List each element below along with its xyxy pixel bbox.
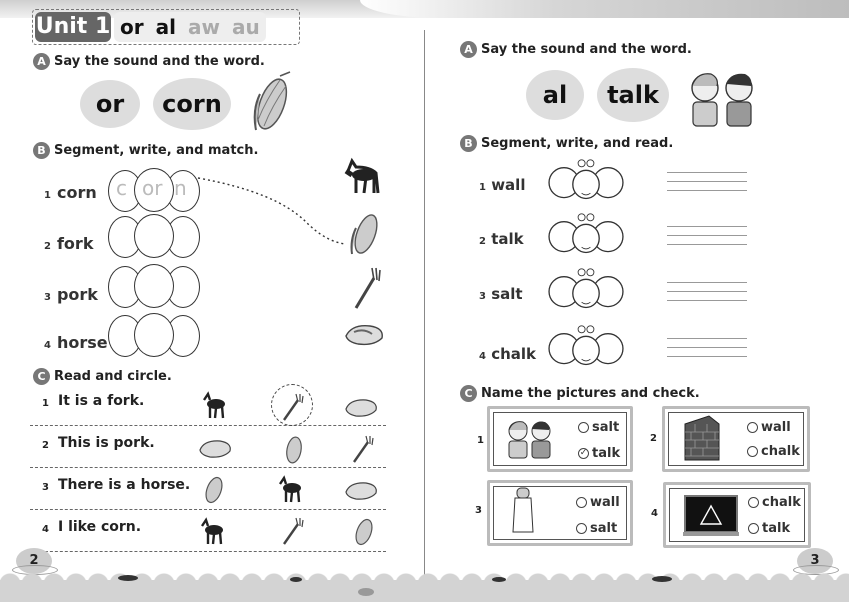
card-number: 1 [477, 435, 484, 446]
option-talk[interactable] [578, 446, 620, 461]
item-number: 4 [479, 351, 486, 362]
horse-icon[interactable] [342, 153, 384, 199]
page-number: 2 [16, 548, 52, 574]
word-item [479, 345, 536, 363]
item-word: horse [56, 333, 108, 352]
left-page [0, 0, 424, 602]
row-number: 2 [42, 440, 49, 451]
match-line [196, 172, 356, 252]
radio-button[interactable] [748, 497, 759, 508]
word-item [479, 176, 525, 194]
item-number: 1 [479, 182, 486, 193]
corn-icon [250, 70, 296, 134]
radio-button[interactable] [576, 497, 587, 508]
segment-box[interactable] [541, 158, 631, 202]
option-chalk[interactable] [748, 495, 801, 510]
page-number: 3 [797, 548, 833, 574]
pebble-decoration [358, 588, 374, 596]
section-badge: A [33, 53, 50, 70]
sound-cloud: al [526, 70, 584, 120]
salt-shaker-icon [509, 486, 537, 536]
option-label: talk [592, 446, 621, 461]
card-number: 4 [651, 508, 658, 519]
option-label: chalk [762, 495, 801, 510]
option-label: salt [592, 420, 620, 435]
item-word: wall [491, 176, 526, 194]
row-sentence: It is a fork. [58, 393, 145, 409]
segment-box[interactable] [108, 264, 200, 312]
pebble-decoration [290, 577, 302, 582]
option-salt[interactable] [578, 420, 619, 435]
option-talk[interactable] [748, 521, 790, 536]
unit-sound: aw [187, 15, 220, 39]
word-item [44, 333, 108, 352]
option-wall[interactable] [576, 495, 620, 510]
section-c-heading [460, 385, 700, 402]
section-instruction: Read and circle. [54, 369, 172, 384]
unit-sound: au [231, 15, 260, 39]
chalkboard-icon [681, 494, 741, 538]
writing-lines[interactable] [667, 172, 747, 199]
section-instruction: Segment, write, and read. [481, 136, 674, 151]
bottom-decoration [0, 580, 849, 602]
section-instruction: Say the sound and the word. [54, 54, 265, 69]
writing-lines[interactable] [667, 226, 747, 253]
row-sentence: There is a horse. [58, 477, 191, 493]
radio-button[interactable] [747, 446, 758, 457]
section-a-heading [33, 53, 265, 70]
unit-sound: al [155, 15, 176, 39]
pebble-decoration [652, 576, 672, 582]
item-word: salt [491, 285, 523, 303]
unit-title: Unit 1 [35, 12, 111, 42]
segment-box[interactable] [108, 168, 200, 216]
pork-icon[interactable] [344, 397, 380, 419]
unit-sounds [114, 12, 266, 42]
sound-cloud: or [80, 80, 140, 128]
segment-box[interactable] [108, 214, 200, 262]
fork-icon[interactable] [280, 516, 306, 546]
item-number: 4 [44, 340, 51, 351]
trace-letter: or [142, 176, 163, 200]
option-label: chalk [761, 444, 800, 459]
item-number: 3 [479, 291, 486, 302]
item-number: 2 [479, 236, 486, 247]
horse-icon[interactable] [200, 390, 230, 422]
horse-icon[interactable] [276, 474, 306, 506]
corn-icon[interactable] [348, 210, 382, 258]
section-instruction: Segment, write, and match. [54, 143, 259, 158]
word-item [44, 183, 97, 202]
trace-letter: c [116, 176, 127, 200]
row-number: 1 [42, 398, 49, 409]
section-badge: C [33, 368, 50, 385]
corn-icon[interactable] [280, 434, 306, 466]
trace-letter: n [174, 176, 187, 200]
item-number: 3 [44, 292, 51, 303]
section-instruction: Say the sound and the word. [481, 42, 692, 57]
segment-box[interactable] [108, 313, 200, 361]
brick-wall-icon [681, 414, 723, 464]
word-cloud: corn [153, 78, 231, 130]
kids-talking-icon [505, 418, 555, 460]
item-number: 2 [44, 241, 51, 252]
pork-icon[interactable] [344, 480, 380, 502]
card-number: 3 [475, 505, 482, 516]
section-badge: A [460, 41, 477, 58]
fork-icon[interactable] [350, 264, 384, 312]
fork-icon[interactable] [350, 434, 376, 464]
word-item [44, 285, 98, 304]
option-label: wall [761, 420, 791, 435]
radio-button[interactable] [576, 523, 587, 534]
radio-button[interactable] [748, 523, 759, 534]
row-number: 4 [42, 524, 49, 535]
row-number: 3 [42, 482, 49, 493]
section-instruction: Name the pictures and check. [481, 386, 700, 401]
pebble-decoration [492, 577, 506, 582]
fork-icon[interactable] [280, 392, 306, 422]
row-sentence: This is pork. [58, 435, 155, 451]
kids-talking-icon [685, 68, 761, 130]
word-item [44, 234, 93, 253]
option-label: salt [590, 521, 618, 536]
segment-box[interactable] [541, 267, 631, 311]
item-word: chalk [491, 345, 537, 363]
option-wall[interactable] [747, 420, 791, 435]
segment-box[interactable] [541, 324, 631, 368]
writing-lines[interactable] [667, 338, 747, 365]
horse-icon[interactable] [198, 516, 228, 548]
item-word: corn [56, 183, 97, 202]
segment-box[interactable] [541, 212, 631, 256]
corn-icon[interactable] [200, 474, 226, 506]
option-chalk[interactable] [747, 444, 800, 459]
word-item [479, 285, 523, 303]
section-c-heading [33, 368, 172, 385]
option-label: talk [762, 521, 791, 536]
radio-button-checked[interactable]: ✓ [579, 448, 588, 458]
pork-icon[interactable] [198, 438, 234, 460]
item-word: talk [491, 230, 524, 248]
item-number: 1 [44, 190, 51, 201]
section-a-heading [460, 41, 692, 58]
option-label: wall [590, 495, 620, 510]
row-sentence: I like corn. [58, 519, 142, 535]
radio-button[interactable] [578, 422, 589, 433]
section-b-heading [460, 135, 673, 152]
pebble-decoration [118, 575, 138, 581]
section-badge: B [33, 142, 50, 159]
section-badge: C [460, 385, 477, 402]
unit-sound: or [120, 15, 144, 39]
card-number: 2 [650, 433, 657, 444]
word-cloud: talk [597, 68, 669, 122]
word-item [479, 230, 524, 248]
item-word: pork [56, 285, 98, 304]
section-badge: B [460, 135, 477, 152]
radio-button[interactable] [747, 422, 758, 433]
option-salt[interactable] [576, 521, 617, 536]
writing-lines[interactable] [667, 282, 747, 309]
section-b-heading [33, 142, 258, 159]
right-page [425, 0, 849, 602]
pork-icon[interactable] [344, 322, 386, 348]
corn-icon[interactable] [350, 516, 376, 548]
item-word: fork [56, 234, 94, 253]
